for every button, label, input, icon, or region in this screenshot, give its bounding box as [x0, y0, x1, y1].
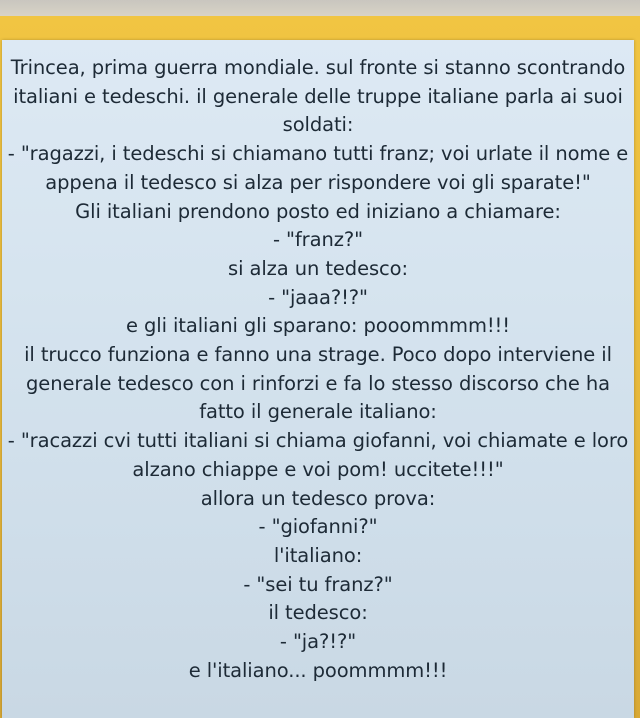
- text-line-20: il tedesco:: [268, 601, 368, 625]
- text-line-22: e l'italiano... poommmm!!!: [188, 658, 448, 682]
- text-line-4: - "ragazzi, i tedeschi si chiamano tutti franz; voi urlate il nome e: [7, 142, 629, 166]
- text-line-19: - "sei tu franz?": [243, 572, 393, 596]
- text-panel: [2, 40, 634, 718]
- text-line-13: fatto il generale italiano:: [199, 400, 437, 424]
- text-line-18: l'italiano:: [273, 543, 363, 567]
- text-line-15: alzano chiappe e voi pom! uccitete!!!": [132, 457, 504, 481]
- text-line-7: - "franz?": [273, 228, 363, 252]
- text-line-6: Gli italiani prendono posto ed iniziano a chiamare:: [75, 199, 561, 223]
- text-line-11: il trucco funziona e fanno una strage. Poco dopo interviene il: [24, 343, 612, 367]
- text-line-3: soldati:: [282, 113, 354, 137]
- text-line-9: - "jaaa?!?": [268, 285, 368, 309]
- text-line-2: italiani e tedeschi. il generale delle truppe italiane parla ai suoi: [13, 84, 623, 108]
- text-line-16: allora un tedesco prova:: [200, 486, 436, 510]
- text-line-5: appena il tedesco si alza per rispondere voi gli sparate!": [45, 170, 591, 194]
- text-line-17: - "giofanni?": [258, 515, 378, 539]
- text-line-21: - "ja?!?": [279, 630, 357, 654]
- joke-text: [2, 54, 634, 685]
- text-line-12: generale tedesco con i rinforzi e fa lo stesso discorso che ha: [26, 371, 610, 395]
- text-line-10: e gli italiani gli sparano: pooommmm!!!: [125, 314, 510, 338]
- text-line-14: - "racazzi cvi tutti italiani si chiama giofanni, voi chiamate e loro: [7, 429, 629, 453]
- top-strip: [0, 0, 640, 16]
- text-line-8: si alza un tedesco:: [228, 256, 408, 280]
- text-line-1: Trincea, prima guerra mondiale. sul fronte si stanno scontrando: [10, 56, 626, 79]
